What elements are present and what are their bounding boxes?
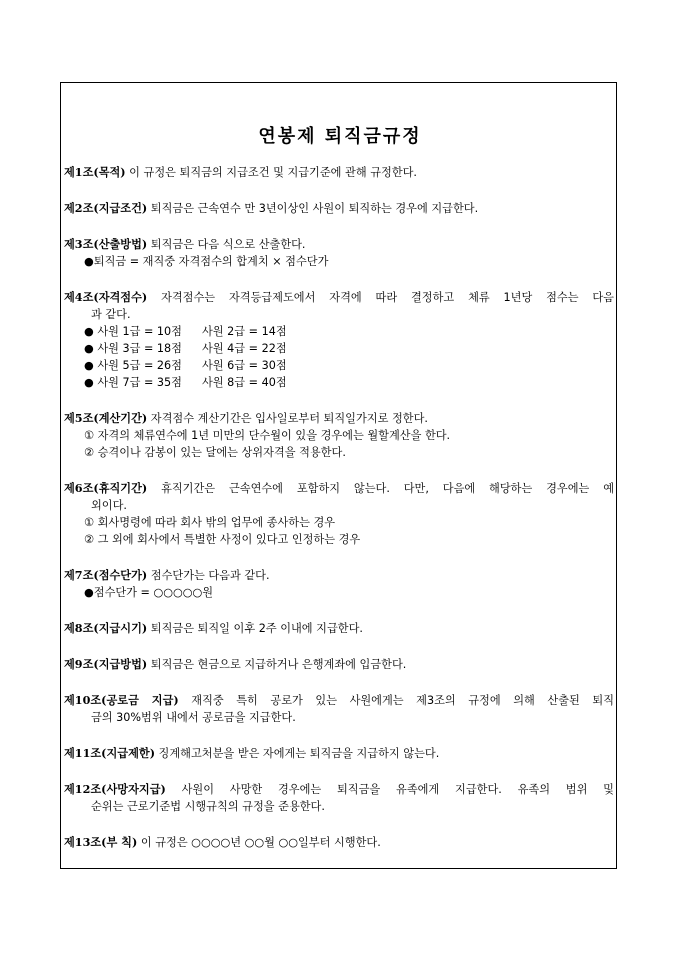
article-1 [64, 164, 614, 181]
article-3 [64, 236, 614, 270]
article-heading: 제12조(사망자지급) [64, 782, 166, 796]
article-text: 점수단가는 다음과 같다. [147, 569, 270, 582]
article-text: 이 규정은 퇴직금의 지급조건 및 지급기준에 관해 규정한다. [125, 166, 417, 179]
article-heading: 제11조(지급제한) [64, 746, 155, 760]
unit-price-item: ●점수단가 = ○○○○○원 [84, 586, 214, 599]
article-text: 퇴직금은 퇴직일 이후 2주 이내에 지급한다. [147, 622, 363, 635]
article-continuation: 외이다. [91, 499, 127, 512]
article-heading: 제2조(지급조건) [64, 201, 148, 215]
grade-row [64, 323, 614, 340]
grade-row [64, 374, 614, 391]
article-11 [64, 745, 614, 762]
article-2 [64, 200, 614, 217]
article-heading: 제3조(산출방법) [64, 237, 148, 251]
grade-cell: 사원 4급 = 22점 [202, 342, 287, 355]
article-text: 이 규정은 ○○○○년 ○○월 ○○일부터 시행한다. [137, 836, 381, 849]
grade-cell: ● 사원 7급 = 35점 [84, 376, 182, 389]
article-list [64, 164, 614, 870]
article-text: 징계해고처분을 받은 자에게는 퇴직금을 지급하지 않는다. [155, 747, 440, 760]
grade-cell: 사원 8급 = 40점 [202, 376, 287, 389]
grade-row [64, 340, 614, 357]
article-heading: 제1조(목적) [64, 165, 126, 179]
article-heading: 제8조(지급시기) [64, 621, 148, 635]
article-heading: 제13조(부 칙) [64, 835, 138, 849]
formula-item: ●퇴직금 = 재직중 자격점수의 합계치 × 점수단가 [84, 255, 329, 268]
article-continuation: 과 같다. [91, 308, 131, 321]
grade-cell: ● 사원 5급 = 26점 [84, 359, 182, 372]
article-7 [64, 567, 614, 601]
clause-item: ② 그 외에 회사에서 특별한 사정이 있다고 인정하는 경우 [84, 533, 361, 546]
grade-cell: 사원 6급 = 30점 [202, 359, 287, 372]
article-8 [64, 620, 614, 637]
article-heading: 제10조(공로금 지급) [64, 693, 179, 707]
article-text: 자격점수는 자격등급제도에서 자격에 따라 결정하고 체류 1년당 점수는 다음 [147, 291, 614, 304]
article-4 [64, 289, 614, 391]
article-text: 자격점수 계산기간은 입사일로부터 퇴직일가지로 정한다. [147, 412, 428, 425]
grade-cell: 사원 2급 = 14점 [202, 325, 287, 338]
article-text: 퇴직금은 현금으로 지급하거나 은행계좌에 입금한다. [147, 658, 407, 671]
grade-row [64, 357, 614, 374]
article-heading: 제9조(지급방법) [64, 657, 148, 671]
article-text: 퇴직금은 다음 식으로 산출한다. [147, 238, 306, 251]
article-12 [64, 781, 614, 815]
article-heading: 제6조(휴직기간) [64, 481, 148, 495]
document-title: 연봉제 퇴직금규정 [258, 126, 422, 147]
article-heading: 제4조(자격점수) [64, 290, 148, 304]
article-9 [64, 656, 614, 673]
article-13 [64, 834, 614, 851]
article-text: 재직중 특히 공로가 있는 사원에게는 제3조의 규정에 의해 산출된 퇴직 [178, 694, 614, 707]
article-heading: 제7조(점수단가) [64, 568, 148, 582]
article-10 [64, 692, 614, 726]
article-6 [64, 480, 614, 548]
clause-item: ① 자격의 체류연수에 1년 미만의 단수월이 있을 경우에는 월할계산을 한다. [84, 429, 451, 442]
article-continuation: 금의 30%범위 내에서 공로금을 지급한다. [91, 711, 296, 724]
clause-item: ① 회사명령에 따라 회사 밖의 업무에 종사하는 경우 [84, 516, 336, 529]
grade-cell: ● 사원 3급 = 18점 [84, 342, 182, 355]
article-text: 퇴직금은 근속연수 만 3년이상인 사원이 퇴직하는 경우에 지급한다. [147, 202, 479, 215]
article-heading: 제5조(계산기간) [64, 411, 148, 425]
article-text: 사원이 사망한 경우에는 퇴직금을 유족에게 지급한다. 유족의 범위 및 [165, 783, 614, 796]
article-continuation: 순위는 근로기준법 시행규칙의 규정을 준용한다. [91, 800, 325, 813]
article-text: 휴직기간은 근속연수에 포함하지 않는다. 다만, 다음에 해당하는 경우에는 예 [147, 482, 614, 495]
clause-item: ② 승격이나 감봉이 있는 달에는 상위자격을 적용한다. [84, 446, 346, 459]
grade-cell: ● 사원 1급 = 10점 [84, 325, 182, 338]
article-5 [64, 410, 614, 461]
